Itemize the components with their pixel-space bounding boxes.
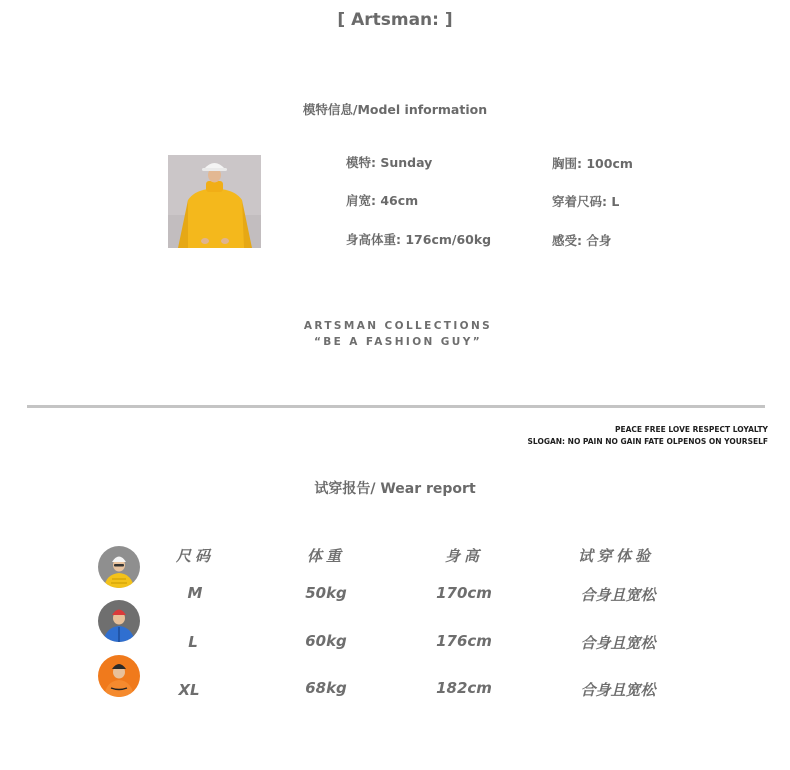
model-fit-feel: 感受: 合身 xyxy=(552,233,612,248)
avatar-blue-jacket-illustration xyxy=(98,600,140,642)
row-l-experience: 合身且宽松 xyxy=(580,634,656,652)
collection-title: ARTSMAN COLLECTIONS xyxy=(303,320,493,332)
header-weight: 体重 xyxy=(306,547,345,565)
avatar-yellow-jacket-illustration xyxy=(98,546,140,588)
model-photo-illustration xyxy=(168,155,261,248)
slogan-line-2: SLOGAN: NO PAIN NO GAIN FATE OLPENOS ON YOURSELF xyxy=(527,437,768,446)
model-height-weight: 身高体重: 176cm/60kg xyxy=(346,232,492,247)
model-chest: 胸围: 100cm xyxy=(552,156,633,171)
row-l-height: 176cm xyxy=(436,632,492,650)
row-m-experience: 合身且宽松 xyxy=(580,586,656,604)
row-xl-height: 182cm xyxy=(436,679,492,697)
row-l-size: L xyxy=(188,633,198,651)
model-photo xyxy=(168,155,261,248)
avatar-yellow-jacket xyxy=(98,546,140,588)
header-size: 尺码 xyxy=(175,547,214,565)
header-experience: 试穿体验 xyxy=(577,547,654,565)
avatar-orange-hoodie-illustration xyxy=(98,655,140,697)
row-xl-experience: 合身且宽松 xyxy=(580,681,656,699)
model-info-heading: 模特信息/Model information xyxy=(302,102,488,117)
row-m-size: M xyxy=(187,584,203,602)
row-m-height: 170cm xyxy=(436,584,492,602)
row-l-weight: 60kg xyxy=(305,632,347,650)
row-xl-weight: 68kg xyxy=(305,679,347,697)
model-name: 模特: Sunday xyxy=(346,155,433,170)
slogan-line-1: PEACE FREE LOVE RESPECT LOYALTY xyxy=(614,425,768,434)
header-height: 身高 xyxy=(444,547,483,565)
model-shoulder-width: 肩宽: 46cm xyxy=(346,193,419,208)
row-m-weight: 50kg xyxy=(305,584,347,602)
collection-tagline: “BE A FASHION GUY” xyxy=(313,336,483,348)
wear-report-heading: 试穿报告/ Wear report xyxy=(314,481,476,497)
model-size-worn: 穿着尺码: L xyxy=(552,194,620,209)
brand-title: [ Artsman: ] xyxy=(337,10,453,30)
avatar-orange-hoodie xyxy=(98,655,140,697)
avatar-blue-jacket xyxy=(98,600,140,642)
row-xl-size: XL xyxy=(178,681,200,699)
section-divider xyxy=(27,405,765,408)
